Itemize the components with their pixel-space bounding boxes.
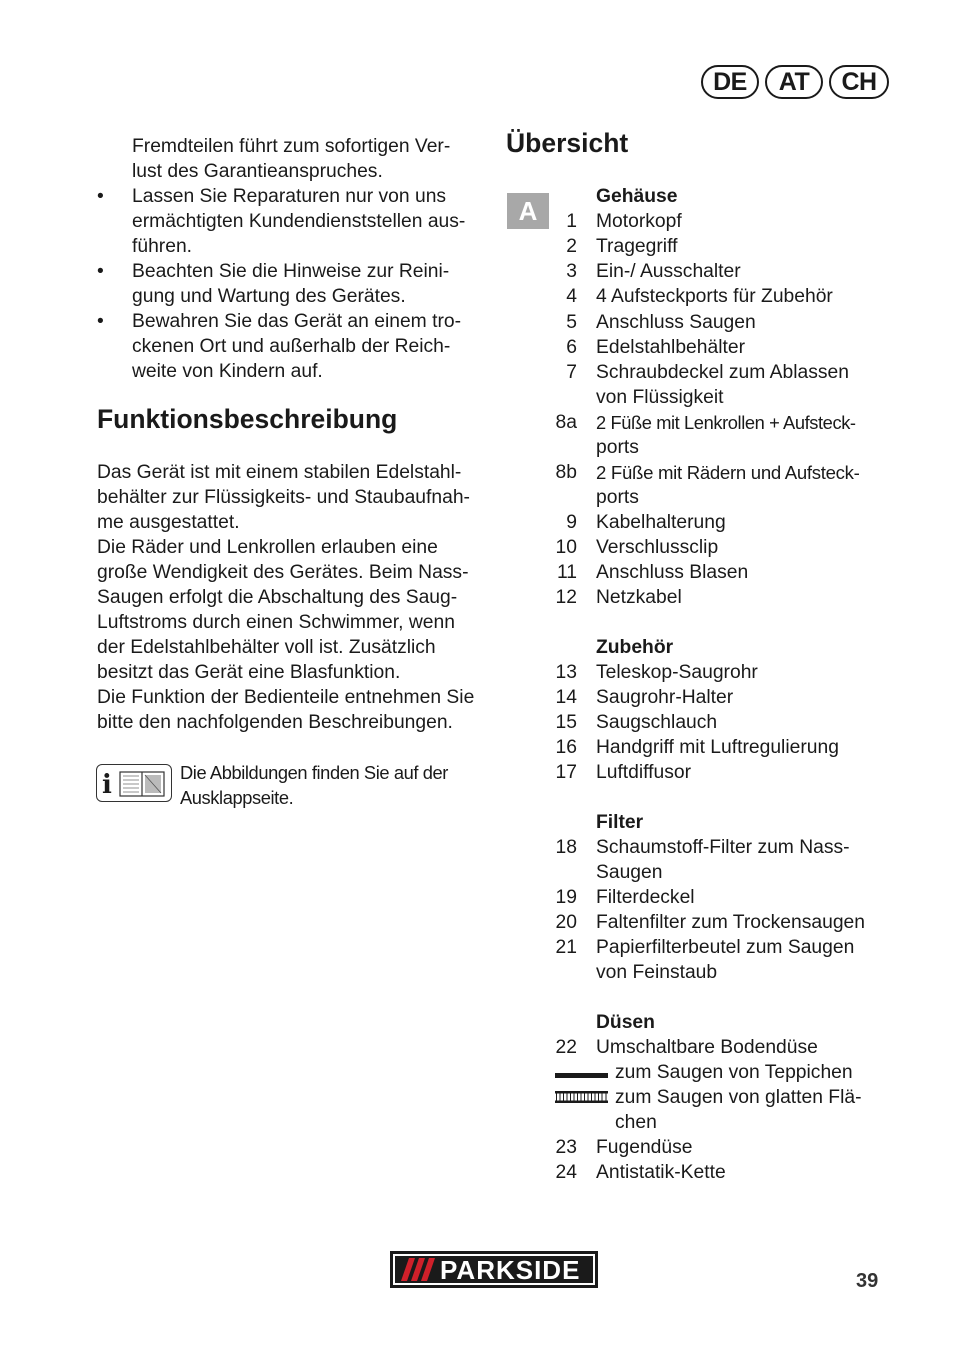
item-number: 22 xyxy=(555,1037,577,1058)
item-label: chen xyxy=(615,1112,657,1133)
carpet-setting-icon xyxy=(555,1073,608,1078)
body-line: Das Gerät ist mit einem stabilen Edelstahl- xyxy=(97,462,462,483)
figure-marker-a: A xyxy=(507,193,549,229)
group-title-filter: Filter xyxy=(596,812,644,833)
bullet-1-line: Lassen Sie Reparaturen nur von uns xyxy=(132,186,447,207)
section-heading-funktionsbeschreibung: Funktionsbeschreibung xyxy=(97,404,398,434)
item-number: 13 xyxy=(555,662,577,683)
item-label: Saugschlauch xyxy=(596,712,718,733)
item-number: 17 xyxy=(555,762,577,783)
body-line: me ausgestattet. xyxy=(97,512,240,533)
intro-line: Fremdteilen führt zum sofortigen Ver- xyxy=(132,136,451,157)
item-label: Luftdiffusor xyxy=(596,762,692,783)
item-number: 12 xyxy=(555,587,577,608)
parkside-logo xyxy=(390,1251,598,1288)
item-label: Anschluss Saugen xyxy=(596,312,756,333)
item-label: 2 Füße mit Lenkrollen + Aufsteck- xyxy=(596,412,856,433)
bullet-3-line: weite von Kindern auf. xyxy=(132,361,323,382)
item-number: 9 xyxy=(566,512,577,533)
item-number: 20 xyxy=(555,912,577,933)
item-label: Motorkopf xyxy=(596,211,682,232)
bullet-2-line: Beachten Sie die Hinweise zur Reini- xyxy=(132,261,450,282)
item-label: Saugrohr-Halter xyxy=(596,687,734,708)
item-label: ports xyxy=(596,437,639,458)
bullet-marker: • xyxy=(97,261,104,282)
bullet-marker: • xyxy=(97,186,104,207)
item-label: Filterdeckel xyxy=(596,887,695,908)
item-number: 1 xyxy=(566,211,577,232)
item-number: 11 xyxy=(556,562,577,583)
bullet-1-line: führen. xyxy=(132,236,193,257)
body-line: behälter zur Flüssigkeits- und Staubaufnah- xyxy=(97,487,470,508)
brand-name: PARKSIDE xyxy=(440,1255,581,1285)
item-label: Papierfilterbeutel zum Saugen xyxy=(596,937,855,958)
bullet-2-line: gung und Wartung des Gerätes. xyxy=(132,286,406,307)
item-number: 21 xyxy=(555,937,577,958)
item-number: 23 xyxy=(555,1137,577,1158)
body-line: Die Funktion der Bedienteile entnehmen Sie xyxy=(97,687,475,708)
body-line: Luftstroms durch einen Schwimmer, wenn xyxy=(97,612,455,633)
item-number: 18 xyxy=(555,837,577,858)
item-number: 10 xyxy=(555,537,577,558)
item-label: Teleskop-Saugrohr xyxy=(596,662,758,683)
item-number: 2 xyxy=(566,236,577,257)
item-label: Kabelhalterung xyxy=(596,512,726,533)
item-number: 5 xyxy=(566,312,577,333)
item-label: zum Saugen von Teppichen xyxy=(615,1062,853,1083)
item-label: Handgriff mit Luftregulierung xyxy=(596,737,839,758)
item-label: 4 Aufsteckports für Zubehör xyxy=(596,286,833,307)
item-label: Ein-/ Ausschalter xyxy=(596,261,741,282)
item-label: Schraubdeckel zum Ablassen xyxy=(596,362,849,383)
item-label: Schaumstoff-Filter zum Nass- xyxy=(596,837,850,858)
info-text-line: Ausklappseite. xyxy=(180,787,294,808)
item-label: Netzkabel xyxy=(596,587,682,608)
item-label: zum Saugen von glatten Flä- xyxy=(615,1087,862,1108)
intro-line: lust des Garantieanspruches. xyxy=(132,161,383,182)
item-label: Edelstahlbehälter xyxy=(596,337,745,358)
item-label: ports xyxy=(596,487,639,508)
item-label: Faltenfilter zum Trockensaugen xyxy=(596,912,865,933)
item-number: 8a xyxy=(555,412,577,433)
body-line: große Wendigkeit des Gerätes. Beim Nass- xyxy=(97,562,469,583)
bullet-1-line: ermächtigten Kundendienststellen aus- xyxy=(132,211,466,232)
body-line: Die Räder und Lenkrollen erlauben eine xyxy=(97,537,438,558)
bristle-setting-icon xyxy=(555,1091,608,1103)
item-number: 7 xyxy=(566,362,577,383)
body-line: der Edelstahlbehälter voll ist. Zusätzlich xyxy=(97,637,436,658)
item-number: 4 xyxy=(566,286,577,307)
item-number: 8b xyxy=(555,462,577,483)
svg-text:i: i xyxy=(101,769,112,800)
bullet-3-line: Bewahren Sie das Gerät an einem tro- xyxy=(132,311,462,332)
item-number: 3 xyxy=(566,261,577,282)
item-number: 6 xyxy=(566,337,577,358)
body-line: besitzt das Gerät eine Blasfunktion. xyxy=(97,662,401,683)
item-label: von Feinstaub xyxy=(596,962,718,983)
page-number: 39 xyxy=(856,1270,879,1292)
bullet-3-line: ckenen Ort und außerhalb der Reich- xyxy=(132,336,451,357)
item-label: Umschaltbare Bodendüse xyxy=(596,1037,818,1058)
item-number: 14 xyxy=(555,687,577,708)
item-label: Antistatik-Kette xyxy=(596,1162,726,1183)
section-heading-uebersicht: Übersicht xyxy=(506,128,629,158)
country-badge-de: DE xyxy=(701,65,759,99)
item-label: Saugen xyxy=(596,862,663,883)
group-title-gehaeuse: Gehäuse xyxy=(596,186,678,207)
item-number: 19 xyxy=(555,887,577,908)
item-label: 2 Füße mit Rädern und Aufsteck- xyxy=(596,462,860,483)
country-badge-at: AT xyxy=(765,65,823,99)
bullet-marker: • xyxy=(97,311,104,332)
item-number: 15 xyxy=(555,712,577,733)
item-label: Tragegriff xyxy=(596,236,678,257)
item-label: Anschluss Blasen xyxy=(596,562,749,583)
body-line: bitte den nachfolgenden Beschreibungen. xyxy=(97,712,453,733)
item-label: Verschlussclip xyxy=(596,537,719,558)
body-line: Saugen erfolgt die Abschaltung des Saug- xyxy=(97,587,458,608)
info-text-line: Die Abbildungen finden Sie auf der xyxy=(180,762,448,783)
item-label: Fugendüse xyxy=(596,1137,693,1158)
item-label: von Flüssigkeit xyxy=(596,387,724,408)
group-title-zubehoer: Zubehör xyxy=(596,637,674,658)
info-foldout-icon xyxy=(96,764,172,802)
country-badge-ch: CH xyxy=(829,65,889,99)
item-number: 24 xyxy=(555,1162,577,1183)
item-number: 16 xyxy=(555,737,577,758)
group-title-duesen: Düsen xyxy=(596,1012,655,1033)
